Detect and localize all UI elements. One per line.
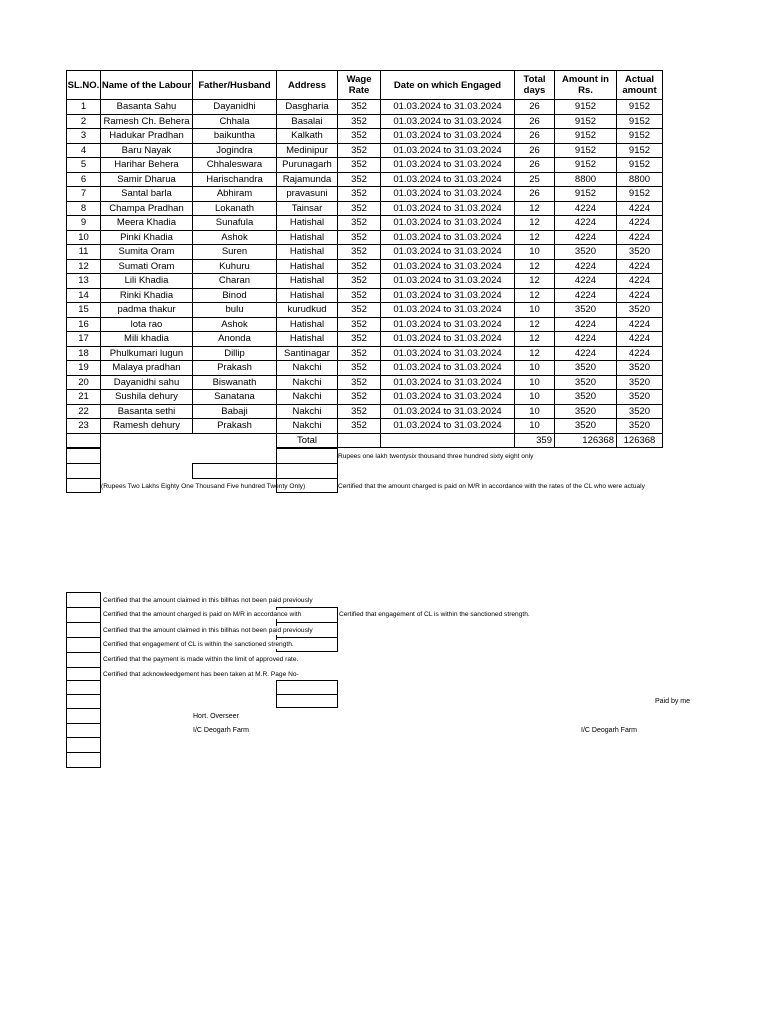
- row-father: Dayanidhi: [193, 100, 277, 115]
- row-days: 12: [515, 274, 555, 289]
- row-slno: 18: [67, 346, 101, 361]
- row-date: 01.03.2024 to 31.03.2024: [381, 303, 515, 318]
- row-slno: 17: [67, 332, 101, 347]
- labour-table: [66, 70, 663, 448]
- row-wage: 352: [338, 361, 381, 376]
- row-wage: 352: [338, 158, 381, 173]
- total-days: 359: [515, 433, 555, 448]
- row-actual: 9152: [617, 158, 663, 173]
- row-slno: 9: [67, 216, 101, 231]
- row-amount: 4224: [555, 201, 617, 216]
- row-date: 01.03.2024 to 31.03.2024: [381, 100, 515, 115]
- row-father: Abhiram: [193, 187, 277, 202]
- row-amount: 3520: [555, 361, 617, 376]
- row-name: Dayanidhi sahu: [101, 375, 193, 390]
- divider: [276, 622, 338, 623]
- row-days: 26: [515, 143, 555, 158]
- table-row: [67, 375, 663, 390]
- row-date: 01.03.2024 to 31.03.2024: [381, 375, 515, 390]
- row-actual: 4224: [617, 230, 663, 245]
- row-date: 01.03.2024 to 31.03.2024: [381, 288, 515, 303]
- row-address: Hatishal: [277, 230, 338, 245]
- total-row: [67, 433, 663, 448]
- row-days: 10: [515, 390, 555, 405]
- total-cell-empty: [381, 433, 515, 448]
- row-actual: 4224: [617, 288, 663, 303]
- table-row: [67, 100, 663, 115]
- row-wage: 352: [338, 187, 381, 202]
- row-wage: 352: [338, 303, 381, 318]
- row-actual: 3520: [617, 361, 663, 376]
- row-slno: 6: [67, 172, 101, 187]
- row-father: Babaji: [193, 404, 277, 419]
- row-father: Ashok: [193, 230, 277, 245]
- row-slno: 10: [67, 230, 101, 245]
- row-days: 10: [515, 419, 555, 434]
- row-date: 01.03.2024 to 31.03.2024: [381, 332, 515, 347]
- row-actual: 4224: [617, 332, 663, 347]
- row-amount: 4224: [555, 346, 617, 361]
- col-header-actual: Actual amount: [617, 71, 663, 100]
- row-slno: 5: [67, 158, 101, 173]
- rupees-two-lakhs-note: (Rupees Two Lakhs Eighty One Thousand Five hundred Twenty Only): [101, 483, 306, 490]
- divider: [66, 637, 101, 638]
- row-address: Nakchi: [277, 361, 338, 376]
- row-slno: 23: [67, 419, 101, 434]
- row-address: Nakchi: [277, 375, 338, 390]
- row-days: 12: [515, 317, 555, 332]
- row-days: 12: [515, 216, 555, 231]
- divider: [66, 737, 101, 738]
- row-address: Nakchi: [277, 419, 338, 434]
- row-days: 10: [515, 361, 555, 376]
- row-days: 10: [515, 245, 555, 260]
- amount-in-words: Rupees one lakh twentysix thousand three hundred sixty eight only: [338, 453, 534, 460]
- row-father: Binod: [193, 288, 277, 303]
- row-date: 01.03.2024 to 31.03.2024: [381, 317, 515, 332]
- empty-cell-box: [66, 463, 101, 479]
- row-name: Samir Dharua: [101, 172, 193, 187]
- row-father: Ashok: [193, 317, 277, 332]
- certified-rates-note: Certified that the amount charged is paid on M/R in accordance with the rates of the CL who were actualy: [338, 483, 645, 490]
- certificate-line: Certified that engagement of CL is within the sanctioned strength.: [103, 641, 294, 648]
- row-wage: 352: [338, 332, 381, 347]
- row-date: 01.03.2024 to 31.03.2024: [381, 230, 515, 245]
- col-header-days: Total days: [515, 71, 555, 100]
- row-wage: 352: [338, 375, 381, 390]
- col-header-amount: Amount in Rs.: [555, 71, 617, 100]
- row-address: Nakchi: [277, 404, 338, 419]
- row-wage: 352: [338, 216, 381, 231]
- row-name: Basanta Sahu: [101, 100, 193, 115]
- total-label: Total: [277, 433, 338, 448]
- row-date: 01.03.2024 to 31.03.2024: [381, 172, 515, 187]
- row-address: Medinipur: [277, 143, 338, 158]
- row-wage: 352: [338, 143, 381, 158]
- row-amount: 9152: [555, 114, 617, 129]
- table-row: [67, 143, 663, 158]
- row-amount: 4224: [555, 259, 617, 274]
- row-days: 12: [515, 332, 555, 347]
- ic-deogarh-farm-left: I/C Deogarh Farm: [193, 727, 250, 734]
- row-name: Malaya pradhan: [101, 361, 193, 376]
- col-header-address: Address: [277, 71, 338, 100]
- row-father: Jogindra: [193, 143, 277, 158]
- col-header-slno: SL.NO.: [67, 71, 101, 100]
- row-wage: 352: [338, 201, 381, 216]
- divider: [66, 607, 101, 608]
- row-days: 10: [515, 404, 555, 419]
- row-actual: 4224: [617, 346, 663, 361]
- row-father: Prakash: [193, 361, 277, 376]
- row-amount: 4224: [555, 317, 617, 332]
- table-row: [67, 172, 663, 187]
- row-slno: 16: [67, 317, 101, 332]
- row-actual: 4224: [617, 216, 663, 231]
- row-name: Pinki Khadia: [101, 230, 193, 245]
- row-wage: 352: [338, 404, 381, 419]
- row-date: 01.03.2024 to 31.03.2024: [381, 404, 515, 419]
- row-name: padma thakur: [101, 303, 193, 318]
- divider: [66, 652, 101, 653]
- row-slno: 3: [67, 129, 101, 144]
- row-address: Dasgharia: [277, 100, 338, 115]
- divider: [276, 694, 338, 695]
- row-wage: 352: [338, 230, 381, 245]
- row-date: 01.03.2024 to 31.03.2024: [381, 216, 515, 231]
- row-father: Suren: [193, 245, 277, 260]
- row-father: Prakash: [193, 419, 277, 434]
- row-amount: 3520: [555, 390, 617, 405]
- row-wage: 352: [338, 245, 381, 260]
- row-father: Harischandra: [193, 172, 277, 187]
- row-name: Santal barla: [101, 187, 193, 202]
- row-amount: 3520: [555, 404, 617, 419]
- row-name: Rinki Khadia: [101, 288, 193, 303]
- row-slno: 19: [67, 361, 101, 376]
- row-actual: 8800: [617, 172, 663, 187]
- row-actual: 4224: [617, 259, 663, 274]
- row-amount: 3520: [555, 245, 617, 260]
- row-name: Ramesh Ch. Behera: [101, 114, 193, 129]
- row-father: Anonda: [193, 332, 277, 347]
- row-name: Lili Khadia: [101, 274, 193, 289]
- row-address: Hatishal: [277, 288, 338, 303]
- col-header-father: Father/Husband: [193, 71, 277, 100]
- row-actual: 9152: [617, 100, 663, 115]
- row-amount: 3520: [555, 419, 617, 434]
- row-actual: 3520: [617, 419, 663, 434]
- col-header-date: Date on which Engaged: [381, 71, 515, 100]
- row-slno: 15: [67, 303, 101, 318]
- col-header-wage: Wage Rate: [338, 71, 381, 100]
- row-slno: 12: [67, 259, 101, 274]
- empty-cell-box: [66, 448, 101, 464]
- row-amount: 3520: [555, 375, 617, 390]
- row-actual: 3520: [617, 245, 663, 260]
- row-wage: 352: [338, 274, 381, 289]
- row-actual: 3520: [617, 375, 663, 390]
- row-date: 01.03.2024 to 31.03.2024: [381, 361, 515, 376]
- row-days: 12: [515, 230, 555, 245]
- table-row: [67, 274, 663, 289]
- row-father: Charan: [193, 274, 277, 289]
- divider: [66, 622, 101, 623]
- table-header-row: [67, 71, 663, 100]
- row-father: bulu: [193, 303, 277, 318]
- row-amount: 9152: [555, 143, 617, 158]
- table-row: [67, 187, 663, 202]
- row-date: 01.03.2024 to 31.03.2024: [381, 201, 515, 216]
- row-address: Rajamunda: [277, 172, 338, 187]
- row-name: Baru Nayak: [101, 143, 193, 158]
- table-row: [67, 390, 663, 405]
- row-actual: 9152: [617, 114, 663, 129]
- row-slno: 7: [67, 187, 101, 202]
- row-actual: 9152: [617, 129, 663, 144]
- row-actual: 3520: [617, 390, 663, 405]
- row-address: Basalai: [277, 114, 338, 129]
- divider: [66, 752, 101, 753]
- certificate-line: Certified that acknowleedgement has been taken at M.R. Page No-: [103, 671, 299, 678]
- certificate-right-line: Certified that engagement of CL is within the sanctioned strength.: [339, 611, 530, 618]
- row-date: 01.03.2024 to 31.03.2024: [381, 259, 515, 274]
- row-address: Hatishal: [277, 317, 338, 332]
- row-slno: 2: [67, 114, 101, 129]
- total-cell-empty: [67, 433, 101, 448]
- row-father: Lokanath: [193, 201, 277, 216]
- row-date: 01.03.2024 to 31.03.2024: [381, 419, 515, 434]
- row-name: Mili khadia: [101, 332, 193, 347]
- row-address: Nakchi: [277, 390, 338, 405]
- row-slno: 22: [67, 404, 101, 419]
- row-slno: 4: [67, 143, 101, 158]
- table-row: [67, 129, 663, 144]
- row-name: Sumati Oram: [101, 259, 193, 274]
- row-amount: 4224: [555, 230, 617, 245]
- row-amount: 4224: [555, 332, 617, 347]
- row-name: lota rao: [101, 317, 193, 332]
- row-wage: 352: [338, 172, 381, 187]
- row-amount: 8800: [555, 172, 617, 187]
- row-date: 01.03.2024 to 31.03.2024: [381, 346, 515, 361]
- row-date: 01.03.2024 to 31.03.2024: [381, 274, 515, 289]
- table-row: [67, 303, 663, 318]
- total-cell-empty: [338, 433, 381, 448]
- row-days: 26: [515, 187, 555, 202]
- row-wage: 352: [338, 114, 381, 129]
- divider: [66, 667, 101, 668]
- row-days: 12: [515, 259, 555, 274]
- certificate-line: Certified that the amount claimed in this billhas not been paid previously: [103, 627, 313, 634]
- row-father: Kuhuru: [193, 259, 277, 274]
- empty-cell-box: [276, 463, 338, 479]
- row-amount: 3520: [555, 303, 617, 318]
- ic-deogarh-farm-right: I/C Deogarh Farm: [581, 727, 638, 734]
- row-name: Sumita Oram: [101, 245, 193, 260]
- row-wage: 352: [338, 259, 381, 274]
- row-slno: 21: [67, 390, 101, 405]
- table-row: [67, 230, 663, 245]
- table-row: [67, 158, 663, 173]
- row-wage: 352: [338, 129, 381, 144]
- row-days: 12: [515, 288, 555, 303]
- row-actual: 9152: [617, 187, 663, 202]
- row-name: Sushila dehury: [101, 390, 193, 405]
- row-address: Santinagar: [277, 346, 338, 361]
- table-row: [67, 288, 663, 303]
- divider: [66, 694, 101, 695]
- row-slno: 8: [67, 201, 101, 216]
- row-amount: 9152: [555, 100, 617, 115]
- certificate-line: Certified that the amount claimed in this billhas not been paid previously: [103, 597, 313, 604]
- row-actual: 9152: [617, 143, 663, 158]
- row-name: Champa Pradhan: [101, 201, 193, 216]
- empty-cell-box: [192, 463, 277, 479]
- row-wage: 352: [338, 346, 381, 361]
- hort-overseer-label: Hort. Overseer: [193, 713, 239, 720]
- row-date: 01.03.2024 to 31.03.2024: [381, 390, 515, 405]
- row-name: Harihar Behera: [101, 158, 193, 173]
- table-row: [67, 259, 663, 274]
- table-row: [67, 346, 663, 361]
- row-father: Sunafula: [193, 216, 277, 231]
- row-date: 01.03.2024 to 31.03.2024: [381, 114, 515, 129]
- row-date: 01.03.2024 to 31.03.2024: [381, 129, 515, 144]
- divider: [66, 680, 101, 681]
- row-slno: 1: [67, 100, 101, 115]
- row-address: Purunagarh: [277, 158, 338, 173]
- row-date: 01.03.2024 to 31.03.2024: [381, 245, 515, 260]
- row-address: pravasuni: [277, 187, 338, 202]
- table-row: [67, 404, 663, 419]
- row-actual: 3520: [617, 404, 663, 419]
- row-days: 26: [515, 100, 555, 115]
- row-wage: 352: [338, 288, 381, 303]
- row-actual: 4224: [617, 317, 663, 332]
- col-header-name: Name of the Labour: [101, 71, 193, 100]
- row-date: 01.03.2024 to 31.03.2024: [381, 158, 515, 173]
- row-father: Chhala: [193, 114, 277, 129]
- row-father: Sanatana: [193, 390, 277, 405]
- row-address: Hatishal: [277, 274, 338, 289]
- row-slno: 20: [67, 375, 101, 390]
- row-father: baikuntha: [193, 129, 277, 144]
- row-name: Meera Khadia: [101, 216, 193, 231]
- row-amount: 9152: [555, 129, 617, 144]
- row-father: Biswanath: [193, 375, 277, 390]
- row-address: Tainsar: [277, 201, 338, 216]
- table-row: [67, 332, 663, 347]
- table-row: [67, 317, 663, 332]
- row-amount: 4224: [555, 288, 617, 303]
- row-actual: 4224: [617, 201, 663, 216]
- row-days: 26: [515, 129, 555, 144]
- table-row: [67, 245, 663, 260]
- row-slno: 11: [67, 245, 101, 260]
- table-row: [67, 361, 663, 376]
- table-row: [67, 114, 663, 129]
- row-days: 12: [515, 201, 555, 216]
- row-father: Dillip: [193, 346, 277, 361]
- row-slno: 14: [67, 288, 101, 303]
- row-address: Hatishal: [277, 216, 338, 231]
- row-name: Phulkumari lugun: [101, 346, 193, 361]
- row-date: 01.03.2024 to 31.03.2024: [381, 187, 515, 202]
- table-row: [67, 419, 663, 434]
- row-actual: 4224: [617, 274, 663, 289]
- row-amount: 4224: [555, 216, 617, 231]
- row-address: Hatishal: [277, 259, 338, 274]
- row-address: Hatishal: [277, 245, 338, 260]
- row-address: kurudkud: [277, 303, 338, 318]
- certificate-line: Certified that the payment is made within the limit of approved rate.: [103, 656, 299, 663]
- row-date: 01.03.2024 to 31.03.2024: [381, 143, 515, 158]
- row-amount: 9152: [555, 158, 617, 173]
- certificate-line: Certified that the amount charged is paid on M/R in accordance with: [103, 611, 302, 618]
- row-days: 12: [515, 346, 555, 361]
- row-days: 10: [515, 303, 555, 318]
- total-cell-empty: [101, 433, 193, 448]
- total-cell-empty: [193, 433, 277, 448]
- row-wage: 352: [338, 100, 381, 115]
- empty-cell-box: [66, 478, 101, 493]
- row-wage: 352: [338, 317, 381, 332]
- row-amount: 4224: [555, 274, 617, 289]
- total-actual: 126368: [617, 433, 663, 448]
- empty-cell-box: [276, 448, 338, 464]
- divider: [66, 708, 101, 709]
- row-name: Hadukar Pradhan: [101, 129, 193, 144]
- row-actual: 3520: [617, 303, 663, 318]
- row-address: Hatishal: [277, 332, 338, 347]
- table-row: [67, 201, 663, 216]
- row-wage: 352: [338, 419, 381, 434]
- row-days: 26: [515, 114, 555, 129]
- row-name: Basanta sethi: [101, 404, 193, 419]
- row-amount: 9152: [555, 187, 617, 202]
- paid-by-me: Paid by me: [655, 698, 691, 705]
- divider: [276, 637, 338, 638]
- row-days: 25: [515, 172, 555, 187]
- row-father: Chhaleswara: [193, 158, 277, 173]
- row-slno: 13: [67, 274, 101, 289]
- row-days: 26: [515, 158, 555, 173]
- table-row: [67, 216, 663, 231]
- total-amount: 126368: [555, 433, 617, 448]
- row-address: Kalkath: [277, 129, 338, 144]
- row-wage: 352: [338, 390, 381, 405]
- divider: [66, 723, 101, 724]
- row-days: 10: [515, 375, 555, 390]
- row-name: Ramesh dehury: [101, 419, 193, 434]
